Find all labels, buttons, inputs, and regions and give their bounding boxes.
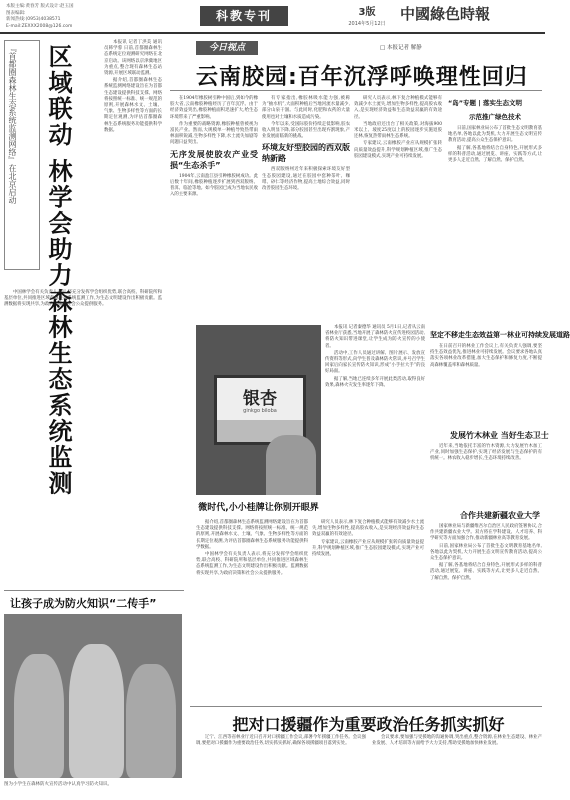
child-figure <box>126 664 176 778</box>
masthead <box>0 0 545 34</box>
main-byline: □ 本报记者 解静 <box>380 45 422 51</box>
hand-shape <box>266 435 316 495</box>
left-story-headline: 区域联动 林学会助力森林生态系统监测 <box>44 44 72 497</box>
main-subhead-2: 环境友好型胶园的西双版纳新路 <box>262 143 350 164</box>
right-box: “岛”专题 | 落实生态文明 示范推广绿色技术 日前,国家林业局公布了首批生态文明教育基地名单,各地以此为契机,大力开展生态文明宣传教育活动,提高公众生态保护意识。 据了解,各基地将结合自身特色,开展形式多样的科普活动,通过展览、讲座、实践等方式,让更多人走近自然、了解自然、保护自然。 <box>448 99 542 164</box>
left-story-kicker: 『首都圈森林生态系统监测网络』在北京启动 <box>4 40 40 270</box>
news-headline-2: 发展竹木林业 当好生态卫士 <box>450 431 549 440</box>
bottom-col-1: 辽宁、江西等省林业厅近日召开对口援疆工作会议,部署今年援疆工作任务。会议强调,要把对口援疆作为重要政治任务,切实抓实抓好,确保各项援疆项目落到实处。 <box>196 735 366 747</box>
child-figure <box>14 654 64 778</box>
divider <box>190 706 542 707</box>
news-body-2: 近年来,当地依托丰富的竹木资源,大力发展竹木加工产业,同时加强生态保护,实现了经济发展与生态保护的有机统一。林农收入稳步增长,生态环境持续改善。 <box>430 444 542 462</box>
main-col-3: 研究人员表示,林下复合种植模式能够有效减少水土流失,增加生物多样性,提高胶农收入,是实现经济效益和生态效益双赢的有效途径。 当地政府还出台了相关政策,对海拔900米以上、坡度25度以上的胶园逐步实施退胶还林,恢复热带雨林生态系统。 专家建议,云南橡胶产业应从规模扩张转向质量效益提升,科学规划种植区域,推广生态胶园建设模式,实现产业可持续发展。 <box>354 96 442 159</box>
child-figure <box>69 644 124 778</box>
right-box-subhead: 示范推广绿色技术 <box>469 113 521 121</box>
ginkgo-title: 银杏 <box>243 389 277 409</box>
news-headline-3: 合作共建新疆农业大学 <box>460 511 540 520</box>
lower-col-2: 研究人员表示,林下复合种植模式能够有效减少水土流失,增加生物多样性,提高胶农收入,是实现经济效益和生态效益双赢的有效途径。 专家建议,云南橡胶产业应从规模扩张转向质量效益提升,科学规划种植区域,推广生态胶园建设模式,实现产业可持续发展。 <box>312 520 424 558</box>
main-subhead-1: 无序发展使胶农产业受损“生态杀手” <box>170 149 258 170</box>
newspaper-logo: 中國綠色時報 <box>400 5 491 23</box>
divider <box>170 90 542 91</box>
photo-caption: 图为小学生在森林防火宣传活动中认真学习防火知识。 <box>4 782 112 787</box>
ginkgo-photo <box>196 325 321 495</box>
bottom-col-2: 会议要求,要加强与受援地的沟通协调,突出重点,整合资源,在林业生态建设、林业产业发展、人才培训等方面给予大力支持,帮助受援地加快林业发展。 <box>372 735 542 747</box>
left-story-body-lower: 中国林学会有关负责人表示,将充分发挥学会组织优势,联合高校、科研院所和基层单位,共同推进区域森林生态系统监测工作,为生态文明建设作出积极贡献。监测数据将实现共享,为政府决策和社会公众提供服务。 <box>4 290 162 308</box>
page-number: 3版 <box>358 7 376 18</box>
bottom-headline: 把对口援疆作为重要政治任务抓实抓好 <box>232 715 505 734</box>
left-story <box>4 40 162 585</box>
edition-info <box>342 3 392 27</box>
ginkgo-headline: 微时代,小小桂牌让你别开眼界 <box>198 503 319 513</box>
ginkgo-latin-name: ginkgo biloba <box>243 408 277 414</box>
news-body-3: 国家林业局与新疆维吾尔自治区人民政府签署协议,合作共建新疆农业大学。双方将在学科建设、人才培养、科学研究等方面加强合作,推动新疆林业高等教育发展。 日前,国家林业局公布了首批生态文明教育基地名单,各地以此为契机,大力开展生态文明宣传教育活动,提高公众生态保护意识。 据了解,各基地将结合自身特色,开展形式多样的科普活动,通过展览、讲座、实践等方式,让更多人走近自然、了解自然、保护自然。 <box>430 524 542 581</box>
lower-left-headline: 让孩子成为防火知识“二传手” <box>10 597 157 610</box>
main-col-2: 有专家指出,橡胶林吸水能力强,被称为“抽水机”,大面积种植后当地河流水量减少,部分山泉干涸。与此同时,化肥和农药的大量使用也对土壤和水质造成污染。 今年以来,受国际胶价持续走低影响,胶农收入明显下降,部分胶园甚至出现弃割现象,产业发展面临新的挑战。 环境友好型胶园的西双版纳新路 西双版纳州近年来积极探索环境友好型生态胶园建设,通过在胶园中套种茶叶、咖啡、砂仁等经济作物,提高土地综合效益,同时改善胶园生态环境。 <box>262 96 350 192</box>
lower-col-1: 据介绍,首都圈森林生态系统监测网络建设旨在为首都生态建设提供科技支撑。网络将按照统一标准、统一规范的原则,开展森林水文、土壤、气象、生物多样性等方面的长期定位观测,为评估首都圈森林生态系统服务功能提供科学数据。 中国林学会有关负责人表示,将充分发挥学会组织优势,联合高校、科研院所和基层单位,共同推进区域森林生态系统监测工作,为生态文明建设作出积极贡献。监测数据将实现共享,为政府决策和社会公众提供服务。 <box>196 520 308 576</box>
main-headline: 云南胶园:百年沉浮呼唤理性回归 <box>196 65 528 90</box>
issue-date: 2014年5月12日 <box>348 21 386 27</box>
masthead-info: 本版主编:黄春芳 版式设计:赵玉国 图表编辑: 新闻热线:(0953)4038571 E-mail:ZEXXX2008@126.com <box>6 4 74 29</box>
news-headline-1: 坚定不移走生态效益第一林业可持续发展道路 <box>430 331 570 339</box>
left-story-body-upper: 本报讯 记者丁洪美 通讯员韩学蓉 日前,首都圈森林生态系统定位观测研究网络在北京启动。该网络以京津冀地区为重点,整合现有森林生态站资源,开展区域联动监测。 据介绍,首都圈森林生态系统监测网络建设旨在为首都生态建设提供科技支撑。网络将按照统一标准、统一规范的原则,开展森林水文、土壤、气象、生物多样性等方面的长期定位观测,为评估首都圈森林生态系统服务功能提供科学数据。 <box>104 40 162 133</box>
news-body-1: 在日前召开的林业工作会议上,有关负责人强调,要坚持生态效益优先,推进林业可持续发展。会议要求各地认真落实各项林业改革措施,加大生态保护和修复力度,不断提高森林覆盖率和森林质量。 <box>430 344 542 368</box>
main-col-1: 在1904年橡胶树引种中国后,到如今的橡胶大省,云南橡胶种植经历了百年沉浮。由于经济效益突出,橡胶种植面积迅速扩大,给生态环境带来了严重影响。 作为重要的战略资源,橡胶种植曾被视为富民产业。然而,大规模单一种植导致热带雨林面积锐减,生物多样性下降,水土流失加剧等问题日益突出。 无序发展使胶农产业受损“生态杀手” 1904年,云南盈江县引种橡胶树成功。此后数十年间,橡胶种植逐步扩展到西双版纳、普洱、临沧等地。如今胶园已成为当地农民收入的主要来源。 <box>170 96 258 198</box>
right-box-heading: “岛”专题 | 落实生态文明 <box>448 99 522 107</box>
divider <box>4 590 184 591</box>
section-ribbon: 今日视点 <box>196 41 258 55</box>
section-tag: 科教专刊 <box>200 6 288 26</box>
ginkgo-article: 本报讯 记者秦德华 通讯员 5月1日,记者从云南省林业厅获悉,当地开展了森林防火宣传进校园活动,将防火知识带进课堂,让学生成为防火宣传的小使者。 活动中,工作人员通过讲解、图片展示、发放宣传资料等形式,向学生普及森林防火常识,并号召学生回家后向家长宣传防火知识,形成“小手拉大手”的良好局面。 据了解,当地已连续多年开展此类活动,取得良好效果,森林火灾发生率逐年下降。 <box>325 325 425 388</box>
children-photo <box>4 614 182 778</box>
